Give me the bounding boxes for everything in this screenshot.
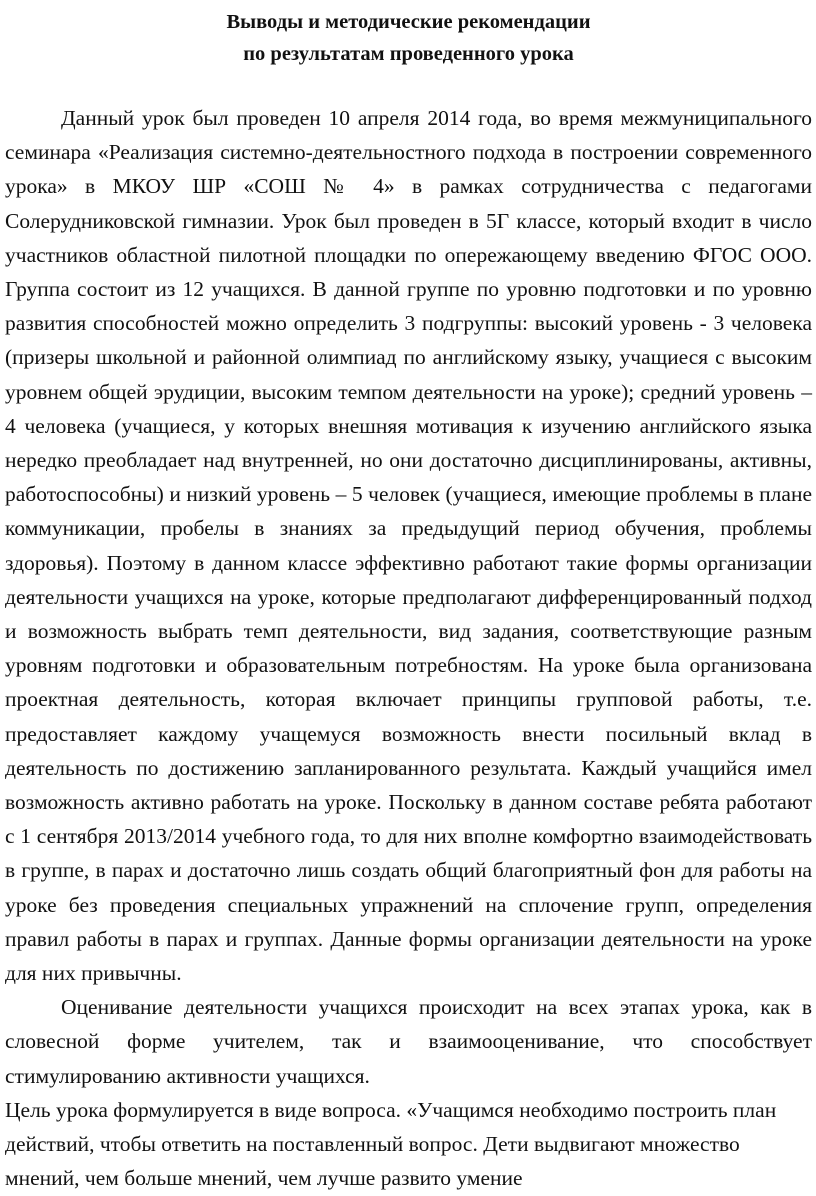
document-title-line-1: Выводы и методические рекомендации [226,11,591,33]
document-title-line-2: по результатам проведенного урока [243,43,574,65]
title-block [5,6,812,70]
paragraph-lesson-description: Данный урок был проведен 10 апреля 2014 года, во время межмуниципального семинара «Реализация системно-деятельностного подхода в построении современного урока» в МКОУ ШР «СОШ № 4» в рамках сотрудничества с педагогами Солерудниковской гимназии. Урок был проведен в 5Г классе, который входит в число участников областной пилотной площадки по опережающему введению ФГОС ООО. Группа состоит из 12 учащихся. В данной группе по уровню подготовки и по уровню развития способностей можно определить 3 подгруппы: высокий уровень - 3 человека (призеры школьной и районной олимпиад по английскому языку, учащиеся с высоким уровнем общей эрудиции, высоким темпом деятельности на уроке); средний уровень – 4 человека (учащиеся, у которых внешняя мотивация к изучению английского языка нередко преобладает над внутренней, но они достаточно дисциплинированы, активны, работоспособны) и низкий уровень – 5 человек (учащиеся, имеющие проблемы в плане коммуникации, пробелы в знаниях за предыдущий период обучения, проблемы здоровья). Поэтому в данном классе эффективно работают такие формы организации деятельности учащихся на уроке, которые предполагают дифференцированный подход и возможность выбрать темп деятельности, вид задания, соответствующие разным уровням подготовки и образовательным потребностям. На уроке была организована проектная деятельность, которая включает принципы групповой работы, т.е. предоставляет каждому учащемуся возможность внести посильный вклад в деятельность по достижению запланированного результата. Каждый учащийся имел возможность активно работать на уроке. Поскольку в данном составе ребята работают с 1 сентября 2013/2014 учебного года, то для них вполне комфортно взаимодействовать в группе, в парах и достаточно лишь создать общий благоприятный фон для работы на уроке без проведения специальных упражнений на сплочение групп, определения правил работы в парах и группах. Данные формы организации деятельности на уроке для них привычны. [5,106,812,986]
paragraph-lesson-goal: Цель урока формулируется в виде вопроса. «Учащимся необходимо построить план действий, чтобы ответить на поставленный вопрос. Дети выдвигают множество мнений, чем больше мнений, чем лучше развито умение [5,1097,777,1191]
paragraph-assessment: Оценивание деятельности учащихся происходит на всех этапах урока, как в словесной форме учителем, так и взаимооценивание, что способствует стимулированию активности учащихся. [5,995,812,1088]
